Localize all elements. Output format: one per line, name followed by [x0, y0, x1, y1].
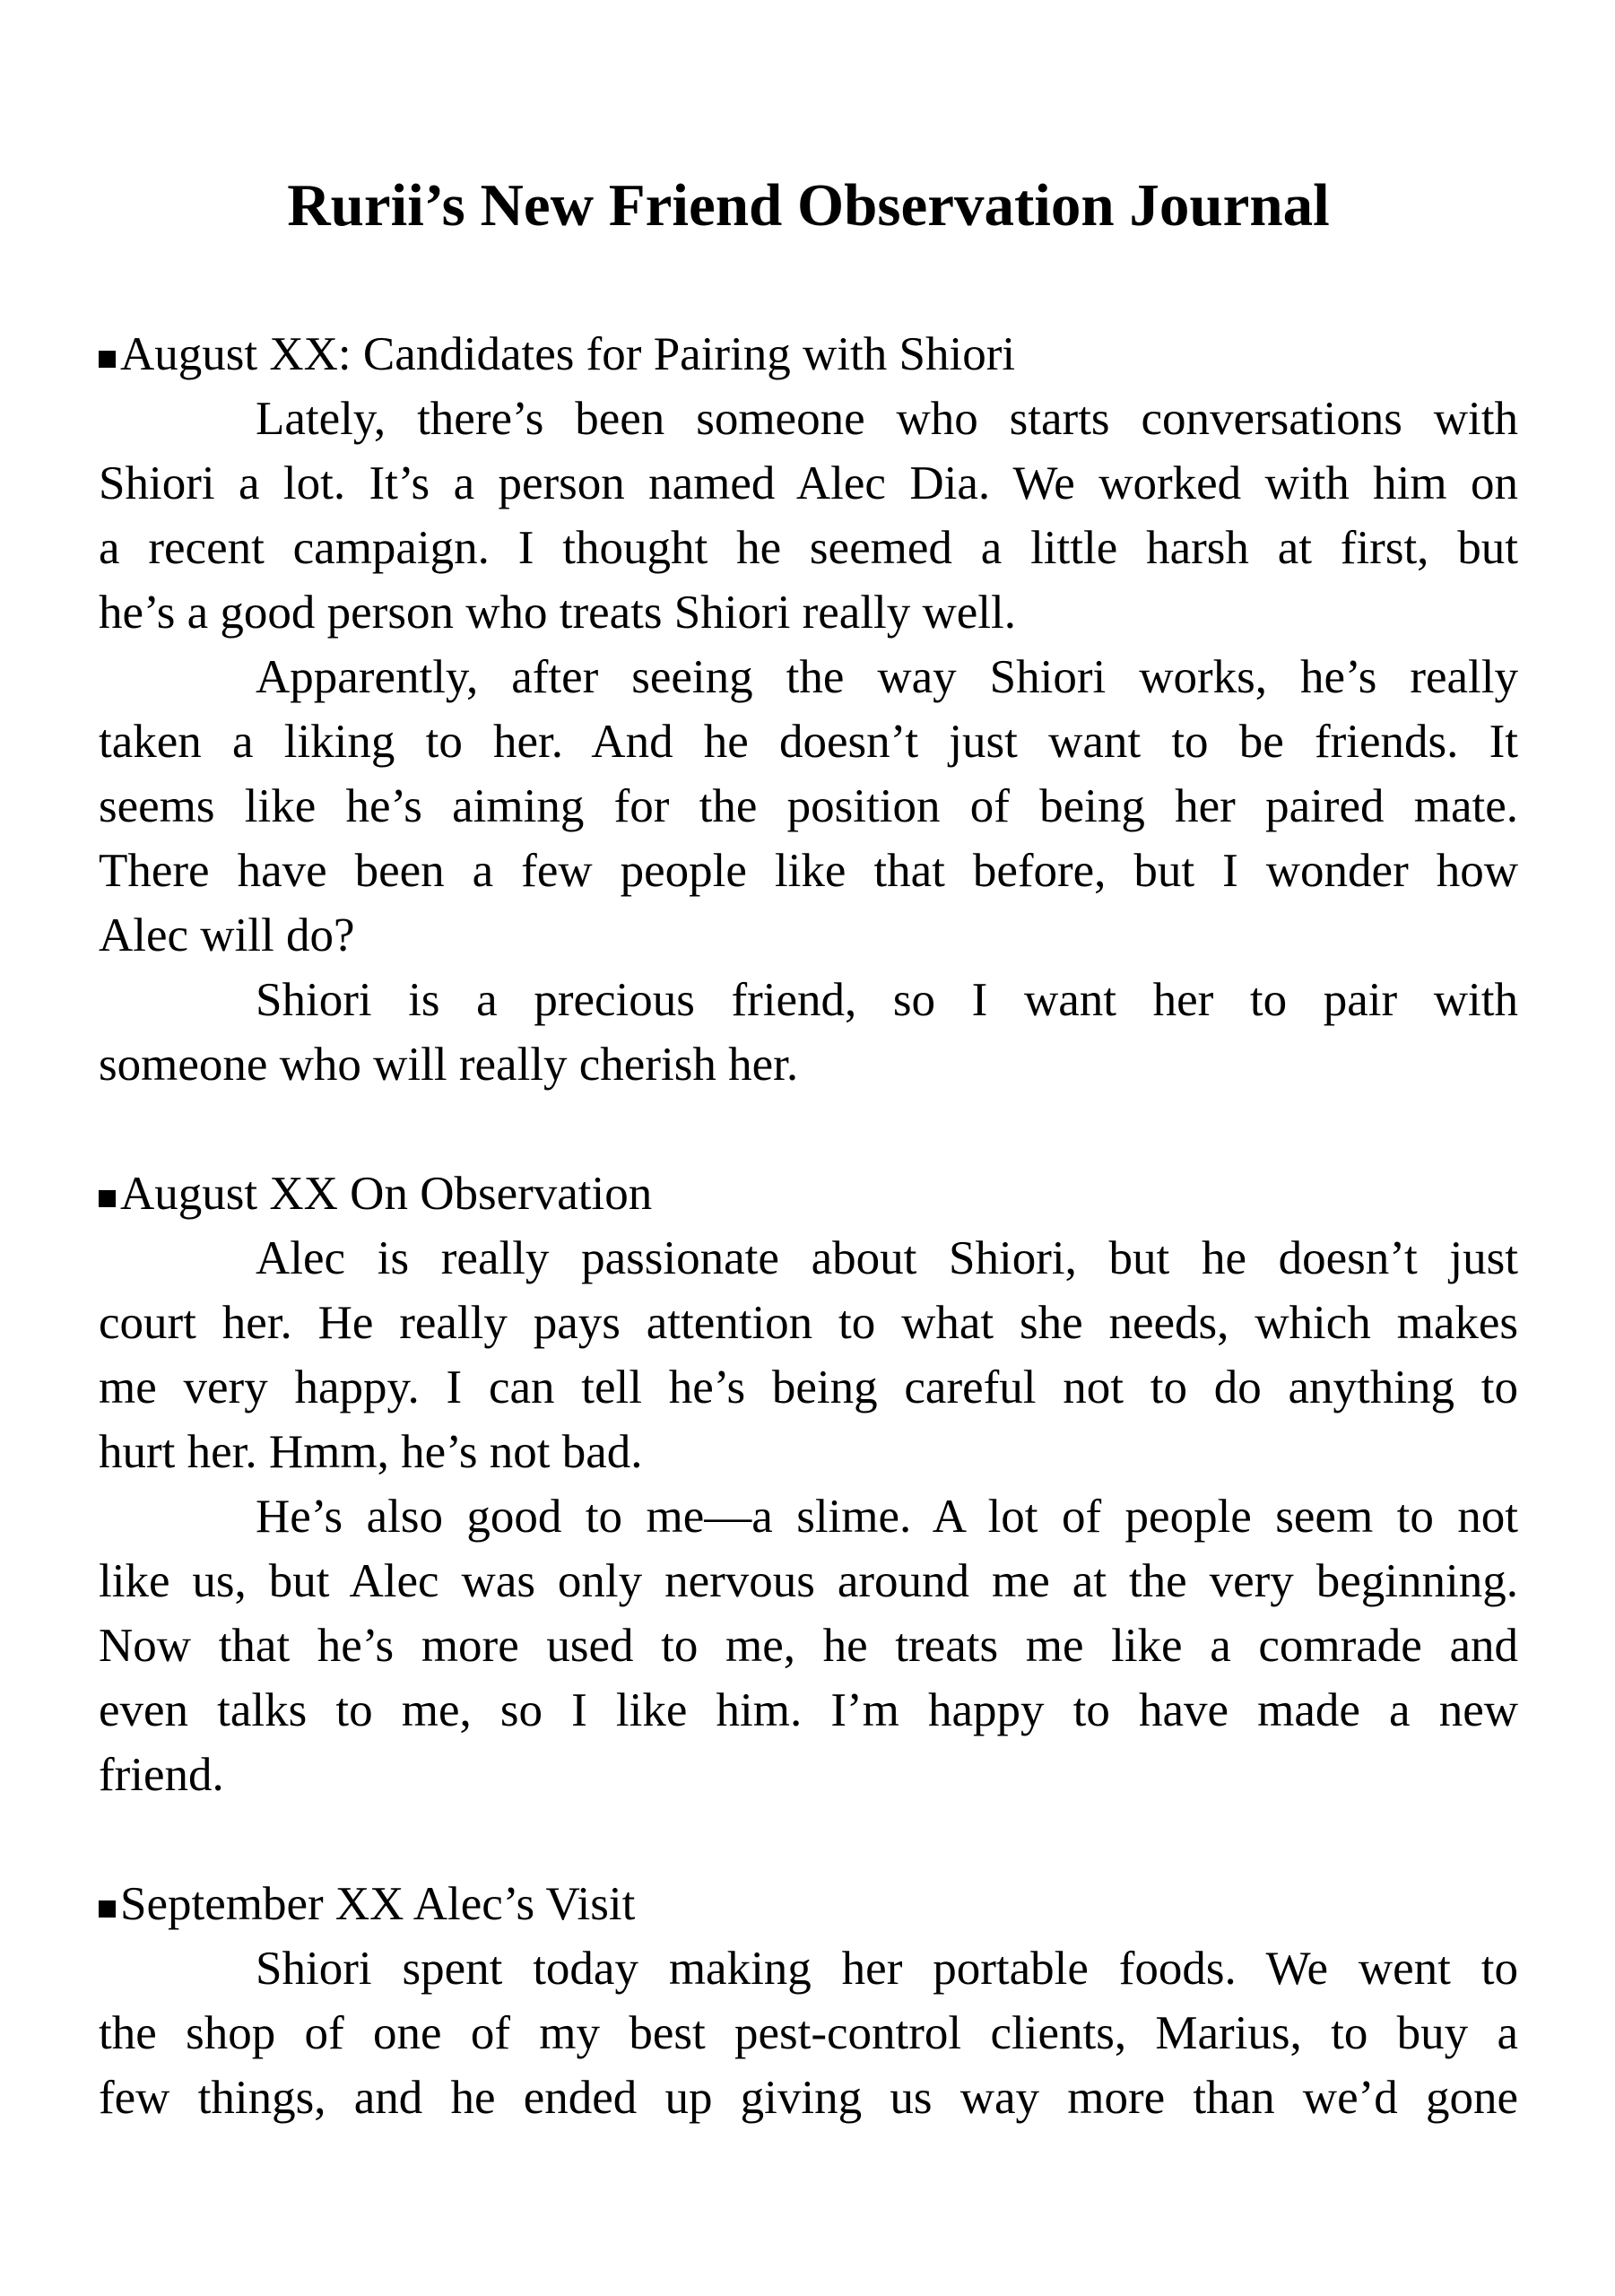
- section-heading-text: September XX Alec’s Visit: [120, 1878, 636, 1930]
- paragraph: [99, 1484, 1518, 1807]
- paragraph-line: hurt her. Hmm, he’s not bad.: [99, 1426, 643, 1478]
- section-heading: [99, 1161, 1518, 1226]
- paragraph-line: There have been a few people like that before, but I wonder how: [99, 845, 1518, 897]
- paragraph: [99, 387, 1518, 645]
- journal-section: [99, 322, 1518, 1097]
- paragraph-line: a recent campaign. I thought he seemed a little harsh at first, but: [99, 522, 1518, 574]
- paragraph-line: few things, and he ended up giving us way more than we’d gone: [99, 2072, 1518, 2124]
- paragraph-line: seems like he’s aiming for the position of being her paired mate.: [99, 780, 1518, 832]
- paragraph: [99, 968, 1518, 1097]
- paragraph-line: friend.: [99, 1749, 224, 1801]
- paragraph-line: Lately, there’s been someone who starts conversations with: [256, 393, 1518, 445]
- paragraph-line: taken a liking to her. And he doesn’t just want to be friends. It: [99, 716, 1518, 768]
- paragraph-line: the shop of one of my best pest-control clients, Marius, to buy a: [99, 2007, 1518, 2059]
- paragraph-line: even talks to me, so I like him. I’m happy to have made a new: [99, 1684, 1518, 1736]
- bullet-square-icon: [99, 1190, 116, 1207]
- paragraph: [99, 1226, 1518, 1484]
- paragraph-line: He’s also good to me—a slime. A lot of people seem to not: [256, 1491, 1518, 1543]
- paragraph-line: Shiori spent today making her portable foods. We went to: [256, 1943, 1518, 1995]
- paragraph: [99, 645, 1518, 968]
- paragraph: [99, 1936, 1518, 2130]
- section-heading-text: August XX: Candidates for Pairing with Shiori: [120, 328, 1016, 380]
- paragraph-line: me very happy. I can tell he’s being careful not to do anything to: [99, 1361, 1518, 1413]
- bullet-square-icon: [99, 1900, 116, 1918]
- page-title: Rurii’s New Friend Observation Journal: [287, 172, 1330, 239]
- paragraph-line: Alec is really passionate about Shiori, but he doesn’t just: [256, 1232, 1518, 1284]
- section-heading: [99, 322, 1518, 387]
- section-heading: [99, 1872, 1518, 1936]
- paragraph-line: Shiori is a precious friend, so I want her to pair with: [256, 974, 1518, 1026]
- paragraph-line: Shiori a lot. It’s a person named Alec Dia. We worked with him on: [99, 457, 1518, 509]
- journal-section: [99, 1161, 1518, 1807]
- paragraph-line: like us, but Alec was only nervous around me at the very beginning.: [99, 1555, 1518, 1607]
- section-heading-text: August XX On Observation: [120, 1168, 653, 1220]
- page-body: [99, 322, 1518, 2130]
- bullet-square-icon: [99, 351, 116, 368]
- paragraph-line: he’s a good person who treats Shiori really well.: [99, 587, 1016, 639]
- paragraph-line: someone who will really cherish her.: [99, 1039, 799, 1091]
- paragraph-line: court her. He really pays attention to what she needs, which makes: [99, 1297, 1518, 1349]
- paragraph-line: Alec will do?: [99, 909, 355, 961]
- sections: [99, 322, 1518, 2130]
- journal-section: [99, 1872, 1518, 2130]
- paragraph-line: Apparently, after seeing the way Shiori works, he’s really: [256, 651, 1518, 703]
- paragraph-line: Now that he’s more used to me, he treats me like a comrade and: [99, 1620, 1518, 1672]
